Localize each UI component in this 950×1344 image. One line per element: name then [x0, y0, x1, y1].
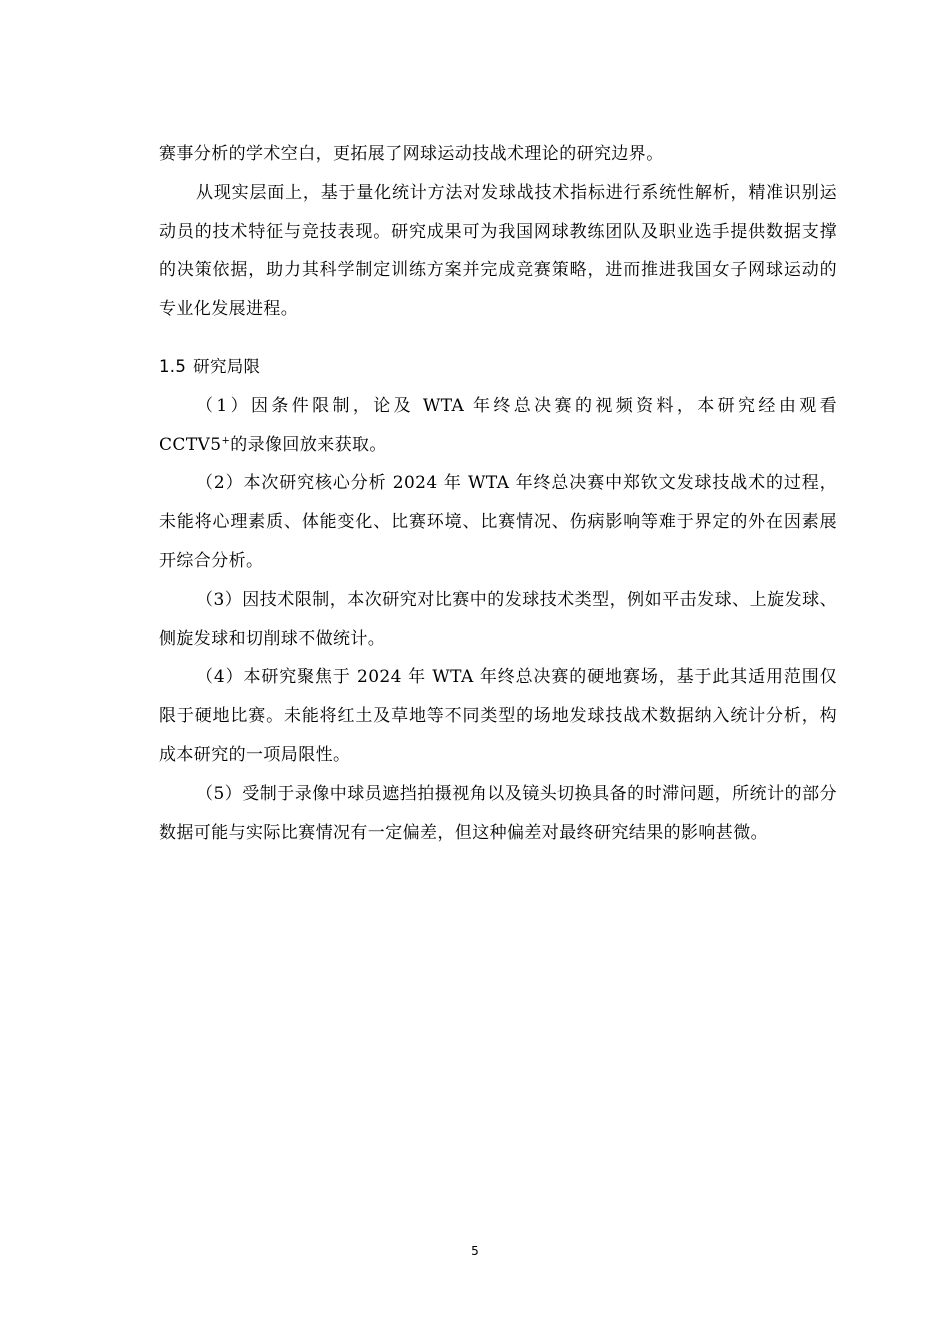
section-heading [159, 348, 837, 387]
limitation-item-3: （3）因技术限制，本次研究对比赛中的发球技术类型，例如平击发球、上旋发球、侧旋发球和切削球不做统计。 [159, 589, 837, 649]
limitation-item-1 [159, 387, 837, 465]
limitation-item-2: （2）本次研究核心分析 2024 年 WTA 年终总决赛中郑钦文发球技战术的过程，未能将心理素质、体能变化、比赛环境、比赛情况、伤病影响等难于界定的外在因素展开综合分析。 [159, 473, 837, 571]
limitation-1-text-end: 的录像回放来获取。 [230, 434, 387, 455]
section-number: 1.5 [159, 356, 187, 376]
opening-paragraph: 赛事分析的学术空白，更拓展了网球运动技战术理论的研究边界。 [159, 144, 664, 164]
practical-significance-paragraph: 从现实层面上，基于量化统计方法对发球战技术指标进行系统性解析，精准识别运动员的技术特征与竞技表现。研究成果可为我国网球教练团队及职业选手提供数据支撑的决策依据，助力其科学制定训练方案并完成竞赛策略，进而推进我国女子网球运动的专业化发展进程。 [159, 182, 837, 320]
limitation-1-text: （1）因条件限制，论及 WTA 年终总决赛的视频资料，本研究经由观看 CCTV5 [159, 395, 837, 455]
limitation-item-5: （5）受制于录像中球员遮挡拍摄视角以及镜头切换具备的时滞问题，所统计的部分数据可能与实际比赛情况有一定偏差，但这种偏差对最终研究结果的影响甚微。 [159, 783, 837, 843]
page-number: 5 [471, 1244, 479, 1258]
superscript-plus: + [221, 434, 231, 446]
page-body [159, 135, 837, 852]
limitation-item-4: （4）本研究聚焦于 2024 年 WTA 年终总决赛的硬地赛场，基于此其适用范围仅限于硬地比赛。未能将红土及草地等不同类型的场地发球技战术数据纳入统计分析，构成本研究的一项局限性。 [159, 667, 837, 765]
section-title: 研究局限 [193, 356, 261, 376]
